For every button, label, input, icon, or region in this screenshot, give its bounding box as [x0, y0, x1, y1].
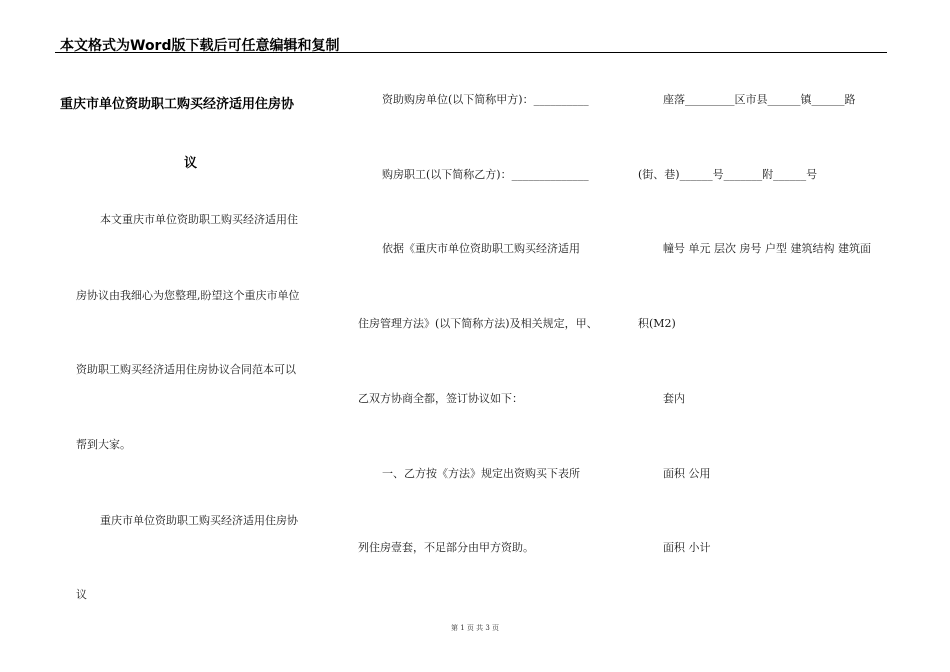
doc-title-line-2: 议: [184, 156, 198, 171]
doc-title-line-1: 重庆市单位资助职工购买经济适用住房协: [60, 97, 295, 112]
party-b-line: 购房职工(以下简称乙方)：______________: [382, 168, 589, 181]
header-divider: [55, 52, 887, 53]
table-header-line: 套内: [663, 392, 685, 405]
agreement-text-line: 依据《重庆市单位资助职工购买经济适用: [382, 242, 580, 255]
subtitle-paragraph-line: 议: [76, 588, 87, 601]
clause-one-line: 列住房壹套，不足部分由甲方资助。: [358, 541, 534, 554]
intro-paragraph-line: 资助职工购买经济适用住房协议合同范本可以: [76, 363, 296, 376]
table-header-line: 积(M2): [638, 317, 676, 330]
table-header-line: 面积 小计: [663, 541, 711, 554]
agreement-text-line: 住房管理方法》(以下简称方法)及相关规定，甲、: [358, 317, 598, 330]
party-a-line: 资助购房单位(以下简称甲方)：__________: [382, 93, 589, 106]
agreement-text-line: 乙双方协商全都，签订协议如下：: [358, 392, 523, 405]
subtitle-paragraph-line: 重庆市单位资助职工购买经济适用住房协: [100, 514, 298, 527]
document-header-title: 本文格式为Word版下载后可任意编辑和复制: [60, 38, 340, 54]
address-line: (街、巷)______号_______附______号: [638, 168, 818, 181]
clause-one-line: 一、乙方按《方法》规定出资购买下表所: [382, 467, 580, 480]
intro-paragraph-line: 帮到大家。: [76, 438, 131, 451]
location-line: 座落_________区市县______镇______路: [663, 93, 856, 106]
table-header-line: 面积 公用: [663, 467, 711, 480]
intro-paragraph-line: 本文重庆市单位资助职工购买经济适用住: [100, 213, 298, 226]
page-number: 第 1 页 共 3 页: [450, 624, 500, 632]
table-header-line: 幢号 单元 层次 房号 户型 建筑结构 建筑面: [663, 242, 871, 255]
intro-paragraph-line: 房协议由我细心为您整理,盼望这个重庆市单位: [76, 289, 300, 302]
